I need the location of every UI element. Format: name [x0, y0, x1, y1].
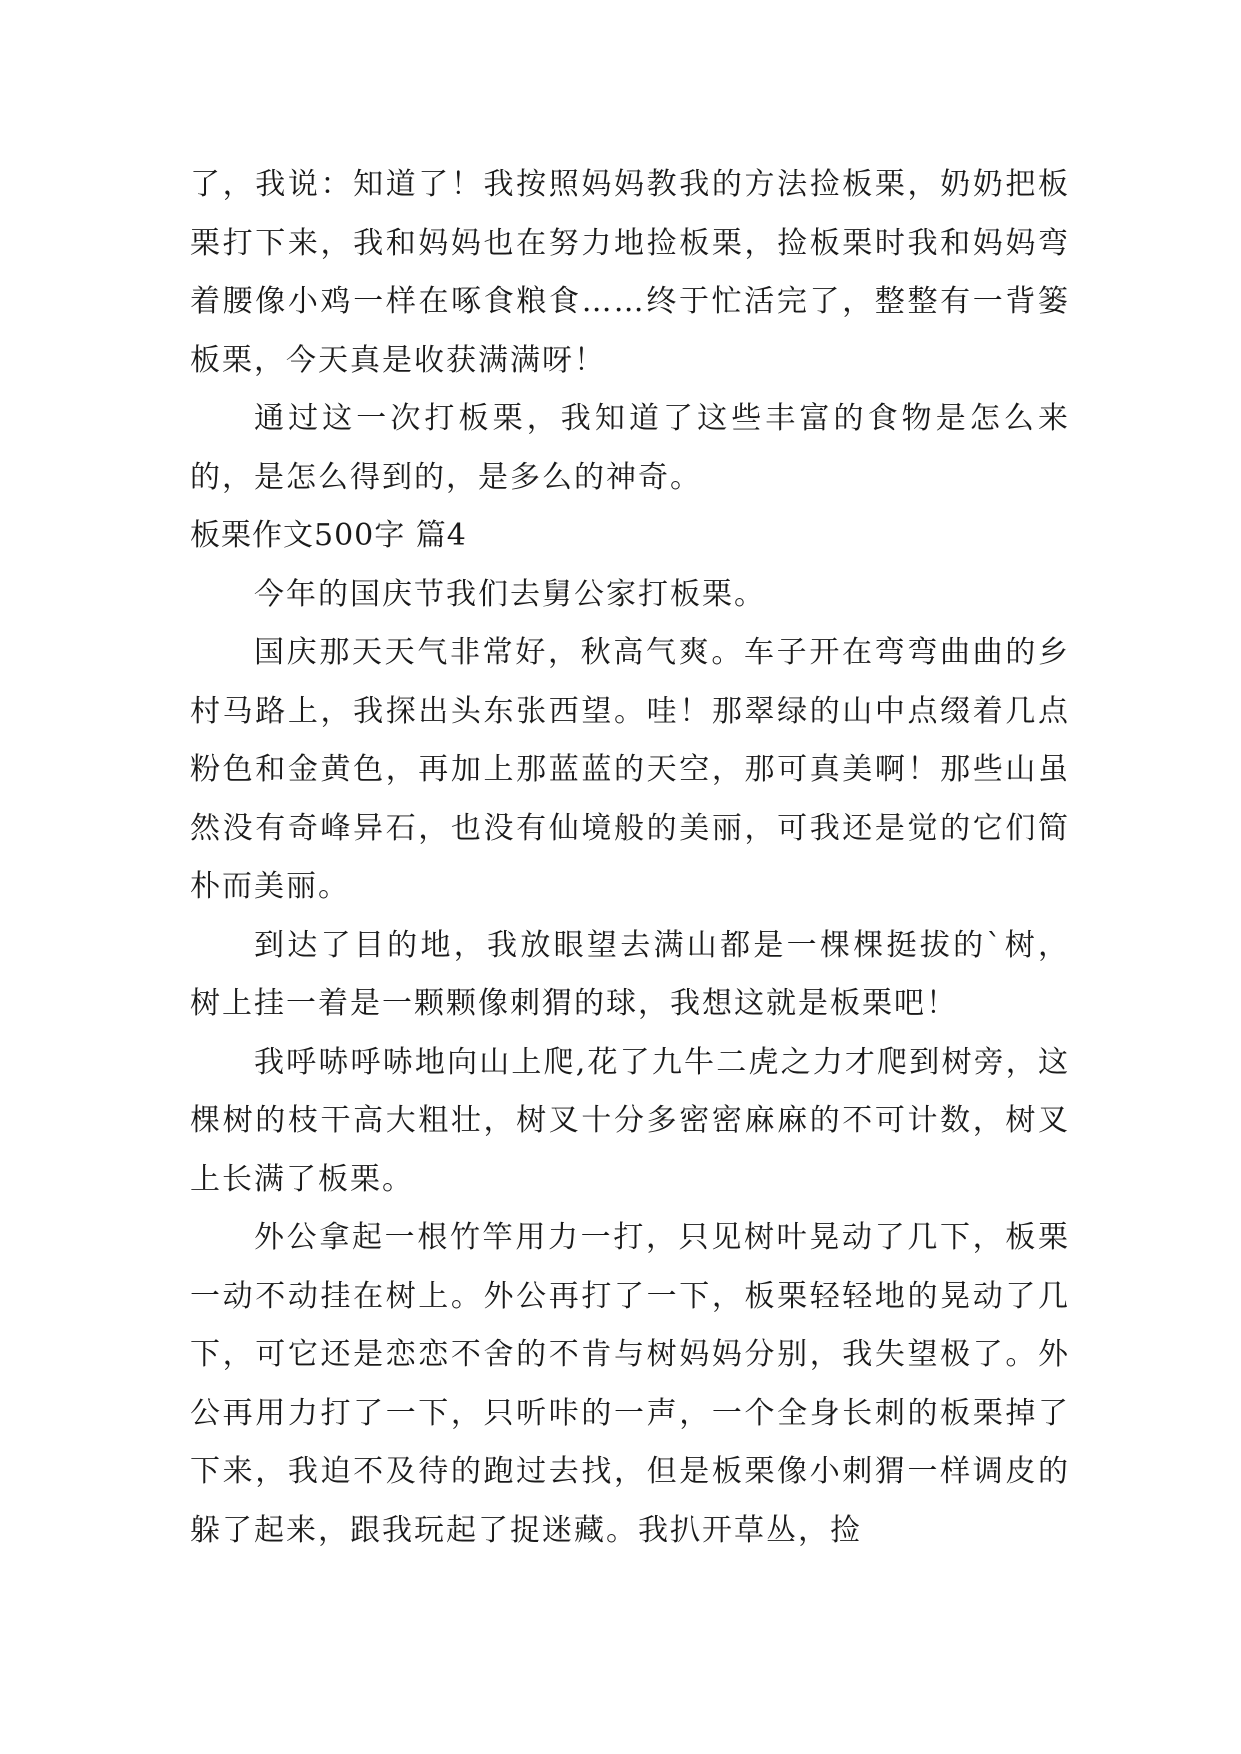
document-body	[190, 156, 1070, 1560]
paragraph-knocking: 外公拿起一根竹竿用力一打，只见树叶晃动了几下，板栗一动不动挂在树上。外公再打了一下，板栗轻轻地的晃动了几下，可它还是恋恋不舍的不肯与树妈妈分别，我失望极了。外公再用力打了一下，只听咔的一声，一个全身长刺的板栗掉了下来，我迫不及待的跑过去找，但是板栗像小刺猬一样调皮的躲了起来，跟我玩起了捉迷藏。我扒开草丛，捡	[190, 1220, 1070, 1548]
paragraph-arrival: 到达了目的地，我放眼望去满山都是一棵棵挺拔的`树，树上挂一着是一颗颗像刺猬的球，我想这就是板栗吧！	[190, 927, 1070, 1021]
paragraph-intro: 今年的国庆节我们去舅公家打板栗。	[254, 576, 766, 612]
paragraph-reflection: 通过这一次打板栗，我知道了这些丰富的食物是怎么来的，是怎么得到的，是多么的神奇。	[190, 401, 1070, 495]
section-heading: 板栗作文500字 篇4	[190, 518, 467, 553]
paragraph-continuation: 了，我说：知道了！我按照妈妈教我的方法捡板栗，奶奶把板栗打下来，我和妈妈也在努力地捡板栗，捡板栗时我和妈妈弯着腰像小鸡一样在啄食粮食……终于忙活完了，整整有一背篓板栗，今天真是收获满满呀！	[190, 167, 1070, 378]
paragraph-climb: 我呼哧呼哧地向山上爬,花了九牛二虎之力才爬到树旁，这棵树的枝干高大粗壮，树叉十分多密密麻麻的不可计数，树叉上长满了板栗。	[190, 1044, 1070, 1197]
paragraph-scenery: 国庆那天天气非常好，秋高气爽。车子开在弯弯曲曲的乡村马路上，我探出头东张西望。哇！那翠绿的山中点缀着几点粉色和金黄色，再加上那蓝蓝的天空，那可真美啊！那些山虽然没有奇峰异石，也没有仙境般的美丽，可我还是觉的它们简朴而美丽。	[190, 635, 1070, 904]
